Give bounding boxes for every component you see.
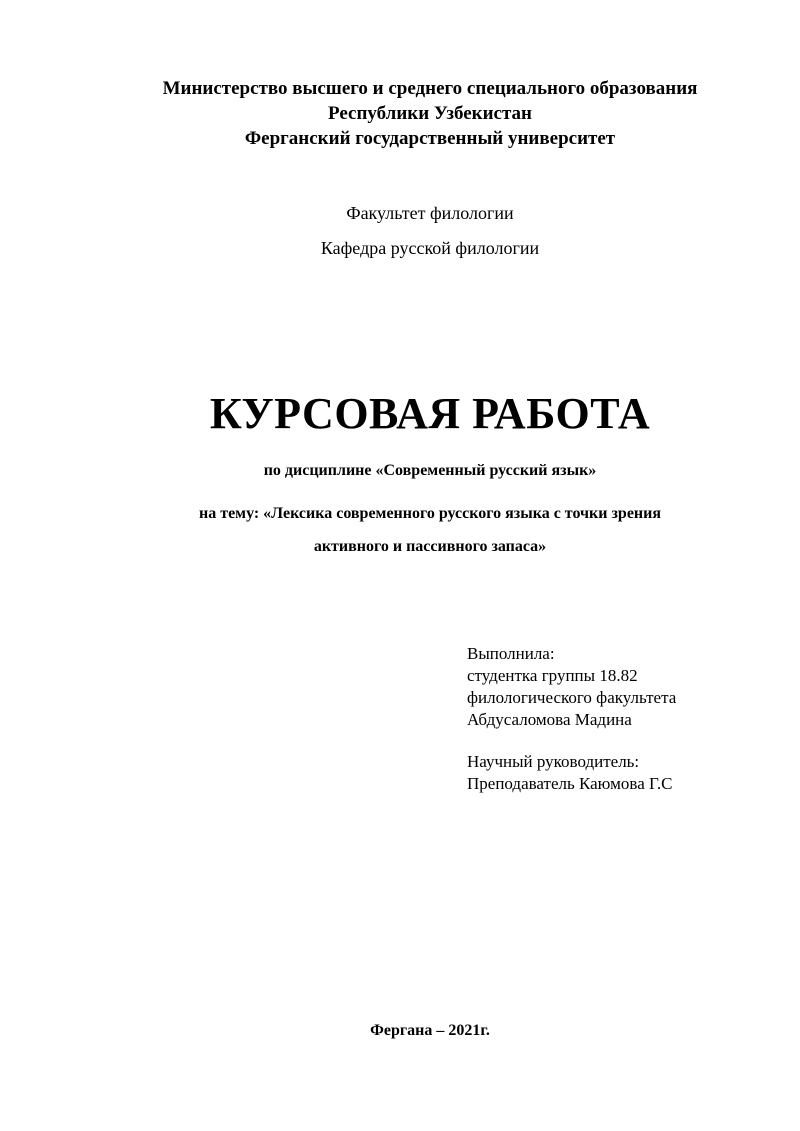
ministry-line-1: Министерство высшего и среднего специального образования [162, 78, 698, 99]
discipline-line: по дисциплине «Современный русский язык» [263, 462, 597, 479]
topic-line-1: на тему: «Лексика современного русского языка с точки зрения [198, 505, 662, 522]
author-group: студентка группы 18.82 [467, 666, 638, 685]
document-title: КУРСОВАЯ РАБОТА [209, 389, 651, 438]
faculty-name: Факультет филологии [346, 203, 514, 223]
author-block [467, 643, 676, 795]
supervisor-name: Преподаватель Каюмова Г.С [467, 774, 673, 793]
topic-line-2: активного и пассивного запаса» [313, 538, 547, 555]
university-name: Ферганский государственный университет [244, 128, 616, 149]
author-faculty: филологического факультета [467, 688, 677, 707]
spacer [467, 731, 676, 751]
department-name: Кафедра русской филологии [320, 238, 540, 258]
supervisor-label: Научный руководитель: [467, 752, 640, 771]
author-name: Абдусаломова Мадина [467, 710, 632, 729]
ministry-line-2: Республики Узбекистан [328, 103, 532, 124]
performed-label: Выполнила: [467, 644, 555, 663]
city-year: Фергана – 2021г. [370, 1022, 490, 1039]
